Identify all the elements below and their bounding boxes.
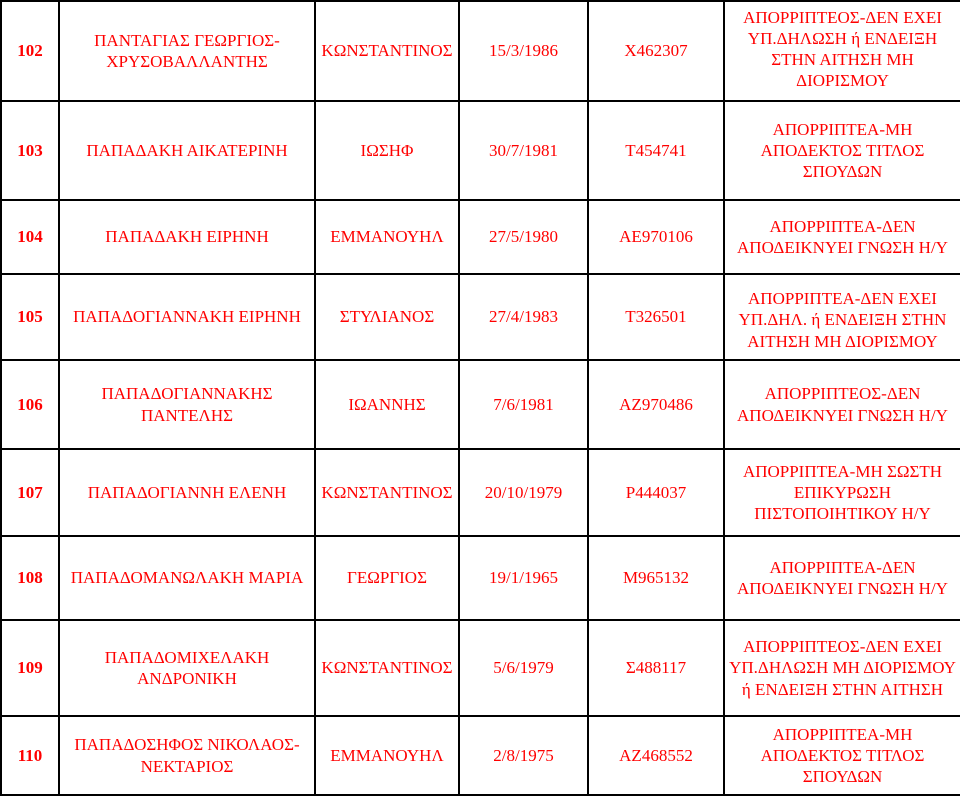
father-name: ΙΩΣΗΦ bbox=[315, 101, 459, 200]
id-number: Χ462307 bbox=[588, 1, 724, 101]
birth-date: 20/10/1979 bbox=[459, 449, 588, 536]
status-text: ΑΠΟΡΡΙΠΤΕΑ-ΔΕΝ ΑΠΟΔΕΙΚΝΥΕΙ ΓΝΩΣΗ Η/Υ bbox=[724, 536, 960, 620]
status-text: ΑΠΟΡΡΙΠΤΕΟΣ-ΔΕΝ ΑΠΟΔΕΙΚΝΥΕΙ ΓΝΩΣΗ Η/Υ bbox=[724, 360, 960, 449]
id-number: Μ965132 bbox=[588, 536, 724, 620]
row-number: 102 bbox=[1, 1, 59, 101]
father-name: ΕΜΜΑΝΟΥΗΛ bbox=[315, 200, 459, 274]
id-number: Σ488117 bbox=[588, 620, 724, 716]
status-text-value: ΑΠΟΡΡΙΠΤΕΟΣ-ΔΕΝ ΕΧΕΙ ΥΠ.ΔΗΛΩΣΗ ή ΕΝΔΕΙΞΗ ΣΤΗΝ ΑΙΤΗΣΗ ΜΗ ΔΙΟΡΙΣΜΟΥ bbox=[743, 7, 942, 91]
row-number: 103 bbox=[1, 101, 59, 200]
table-row bbox=[1, 536, 960, 620]
father-name: ΓΕΩΡΓΙΟΣ bbox=[315, 536, 459, 620]
row-number: 109 bbox=[1, 620, 59, 716]
status-text: ΑΠΟΡΡΙΠΤΕΑ-ΜΗ ΑΠΟΔΕΚΤΟΣ ΤΙΤΛΟΣ ΣΠΟΥΔΩΝ bbox=[724, 101, 960, 200]
full-name: ΠΑΠΑΔΟΜΑΝΩΛΑΚΗ ΜΑΡΙΑ bbox=[59, 536, 315, 620]
father-name: ΕΜΜΑΝΟΥΗΛ bbox=[315, 716, 459, 795]
birth-date: 15/3/1986 bbox=[459, 1, 588, 101]
id-number: ΑΕ970106 bbox=[588, 200, 724, 274]
row-number: 106 bbox=[1, 360, 59, 449]
full-name: ΠΑΠΑΔΟΣΗΦΟΣ ΝΙΚΟΛΑΟΣ-ΝΕΚΤΑΡΙΟΣ bbox=[59, 716, 315, 795]
full-name: ΠΑΠΑΔΟΓΙΑΝΝΑΚΗ ΕΙΡΗΝΗ bbox=[59, 274, 315, 360]
father-name: ΚΩΝΣΤΑΝΤΙΝΟΣ bbox=[315, 1, 459, 101]
row-number: 105 bbox=[1, 274, 59, 360]
father-name: ΣΤΥΛΙΑΝΟΣ bbox=[315, 274, 459, 360]
id-number: Ρ444037 bbox=[588, 449, 724, 536]
status-text-value: ΑΠΟΡΡΙΠΤΕΑ-ΔΕΝ ΕΧΕΙ ΥΠ.ΔΗΛ. ή ΕΝΔΕΙΞΗ ΣΤΗΝ ΑΙΤΗΣΗ ΜΗ ΔΙΟΡΙΣΜΟΥ bbox=[738, 289, 947, 351]
row-number: 107 bbox=[1, 449, 59, 536]
birth-date: 27/4/1983 bbox=[459, 274, 588, 360]
status-text: ΑΠΟΡΡΙΠΤΕΟΣ-ΔΕΝ ΕΧΕΙ ΥΠ.ΔΗΛΩΣΗ ΜΗ ΔΙΟΡΙΣΜΟΥ ή ΕΝΔΕΙΞΗ ΣΤΗΝ ΑΙΤΗΣΗ bbox=[724, 620, 960, 716]
id-number: ΑΖ468552 bbox=[588, 716, 724, 795]
full-name: ΠΑΝΤΑΓΙΑΣ ΓΕΩΡΓΙΟΣ-ΧΡΥΣΟΒΑΛΛΑΝΤΗΣ bbox=[59, 1, 315, 101]
birth-date: 7/6/1981 bbox=[459, 360, 588, 449]
status-text bbox=[724, 274, 960, 360]
birth-date: 19/1/1965 bbox=[459, 536, 588, 620]
row-number: 108 bbox=[1, 536, 59, 620]
father-name: ΚΩΝΣΤΑΝΤΙΝΟΣ bbox=[315, 620, 459, 716]
table-row bbox=[1, 620, 960, 716]
table-row bbox=[1, 101, 960, 200]
full-name: ΠΑΠΑΔΑΚΗ ΕΙΡΗΝΗ bbox=[59, 200, 315, 274]
full-name: ΠΑΠΑΔΟΓΙΑΝΝΑΚΗΣ ΠΑΝΤΕΛΗΣ bbox=[59, 360, 315, 449]
table-row bbox=[1, 716, 960, 795]
full-name: ΠΑΠΑΔΟΜΙΧΕΛΑΚΗ ΑΝΔΡΟΝΙΚΗ bbox=[59, 620, 315, 716]
table-row bbox=[1, 1, 960, 101]
table-row bbox=[1, 360, 960, 449]
status-text: ΑΠΟΡΡΙΠΤΕΑ-ΜΗ ΑΠΟΔΕΚΤΟΣ ΤΙΤΛΟΣ ΣΠΟΥΔΩΝ bbox=[724, 716, 960, 795]
table-row bbox=[1, 449, 960, 536]
id-number: Τ454741 bbox=[588, 101, 724, 200]
id-number: Τ326501 bbox=[588, 274, 724, 360]
birth-date: 2/8/1975 bbox=[459, 716, 588, 795]
table-row bbox=[1, 274, 960, 360]
full-name: ΠΑΠΑΔΑΚΗ ΑΙΚΑΤΕΡΙΝΗ bbox=[59, 101, 315, 200]
row-number: 104 bbox=[1, 200, 59, 274]
full-name: ΠΑΠΑΔΟΓΙΑΝΝΗ ΕΛΕΝΗ bbox=[59, 449, 315, 536]
id-number: ΑΖ970486 bbox=[588, 360, 724, 449]
birth-date: 27/5/1980 bbox=[459, 200, 588, 274]
father-name: ΚΩΝΣΤΑΝΤΙΝΟΣ bbox=[315, 449, 459, 536]
birth-date: 5/6/1979 bbox=[459, 620, 588, 716]
father-name: ΙΩΑΝΝΗΣ bbox=[315, 360, 459, 449]
birth-date: 30/7/1981 bbox=[459, 101, 588, 200]
table-row bbox=[1, 200, 960, 274]
row-number: 110 bbox=[1, 716, 59, 795]
status-text: ΑΠΟΡΡΙΠΤΕΑ-ΔΕΝ ΑΠΟΔΕΙΚΝΥΕΙ ΓΝΩΣΗ Η/Υ bbox=[724, 200, 960, 274]
status-text: ΑΠΟΡΡΙΠΤΕΑ-ΜΗ ΣΩΣΤΗ ΕΠΙΚΥΡΩΣΗ ΠΙΣΤΟΠΟΙΗΤΙΚΟΥ Η/Υ bbox=[724, 449, 960, 536]
status-text bbox=[724, 1, 960, 101]
